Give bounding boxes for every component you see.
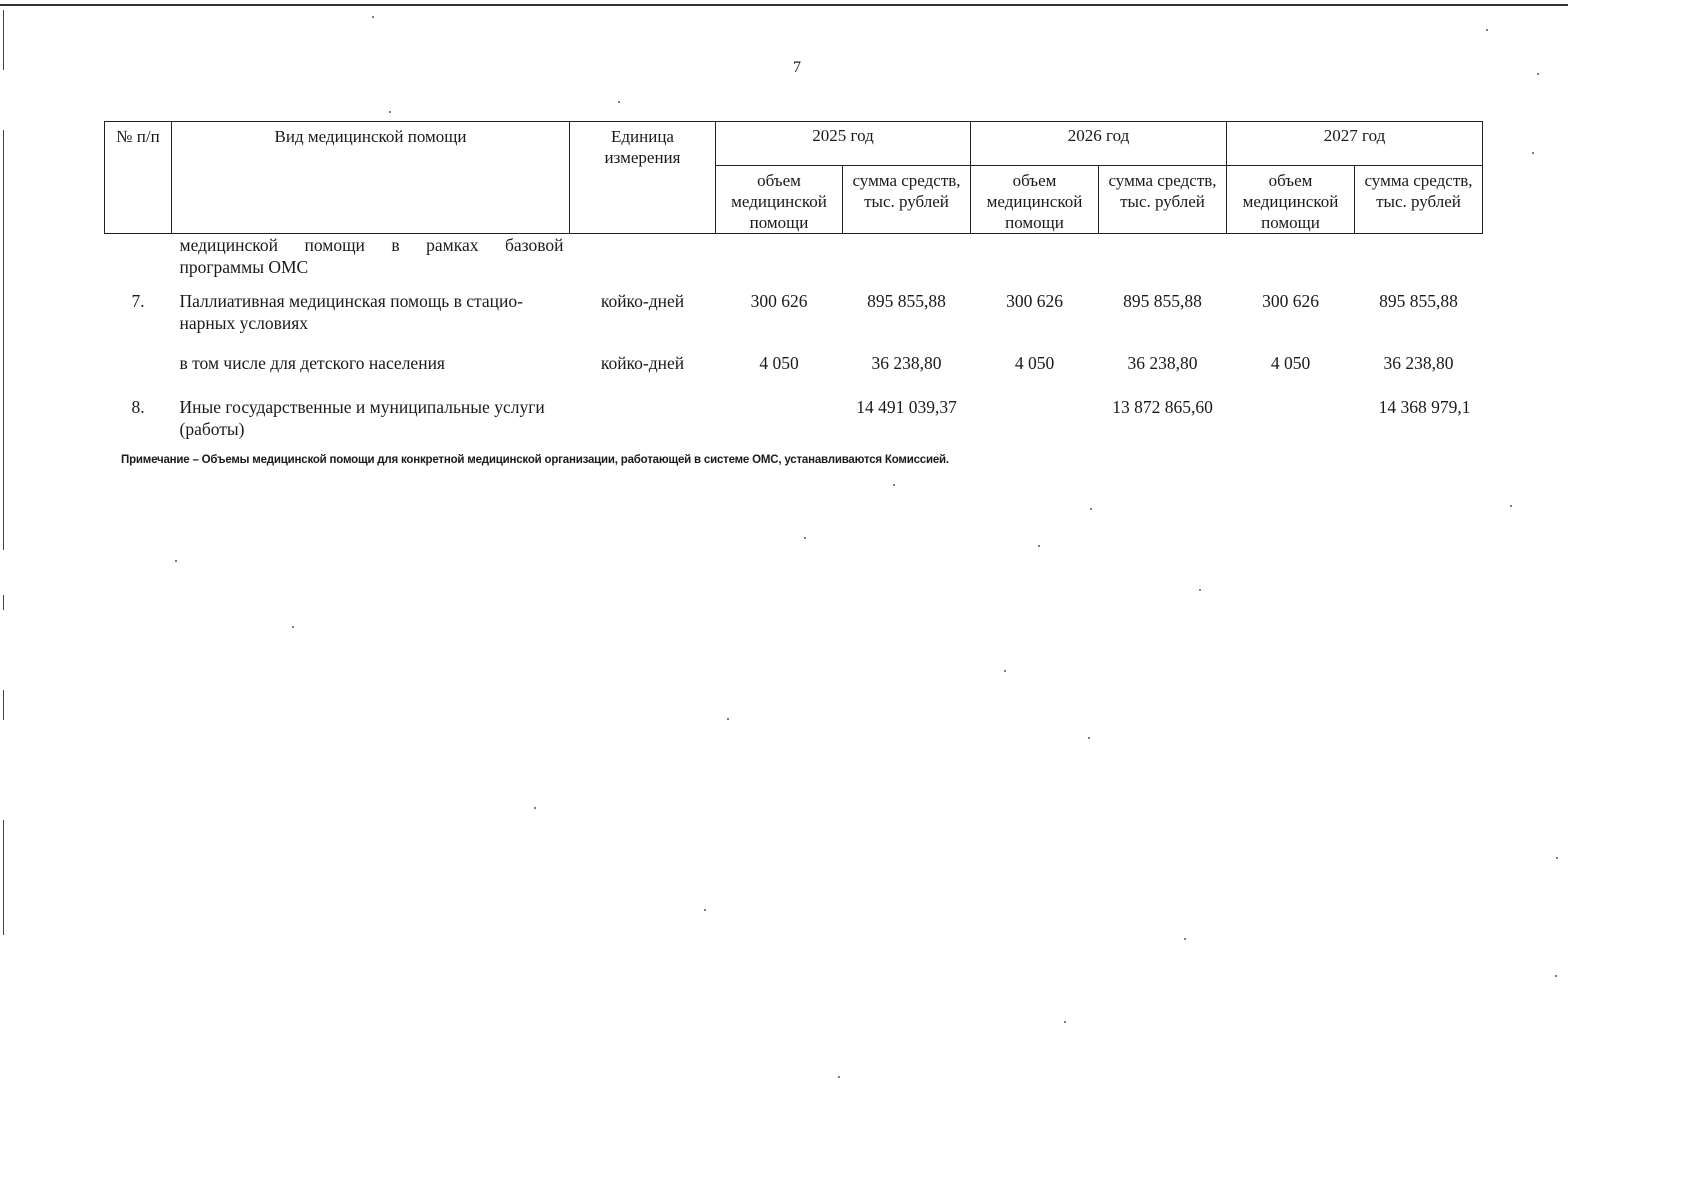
scan-speck <box>1088 737 1090 739</box>
page-top-rule <box>0 4 1568 6</box>
scan-speck <box>1064 1021 1066 1023</box>
row-sum-2026: 13 872 865,60 <box>1112 397 1213 417</box>
scan-speck <box>389 111 391 113</box>
scan-edge-mark <box>3 595 4 610</box>
scan-speck <box>534 807 536 809</box>
row-num <box>105 352 172 396</box>
scan-speck <box>1555 975 1557 977</box>
header-year-2025: 2025 год <box>716 122 971 166</box>
scan-speck <box>1556 857 1558 859</box>
page-number: 7 <box>793 59 801 76</box>
scan-speck <box>838 1076 840 1078</box>
table-row <box>105 290 1483 352</box>
scan-speck <box>1038 545 1040 547</box>
scan-edge-mark <box>3 10 4 70</box>
row-sum-2026: 36 238,80 <box>1127 353 1198 373</box>
row-volume-2025: 300 626 <box>750 291 808 311</box>
row-unit: койко-дней <box>600 291 685 311</box>
header-sum-2027: сумма средств, тыс. рублей <box>1355 166 1483 234</box>
row-volume-2027: 4 050 <box>1270 353 1311 373</box>
row-sum-2027: 895 855,88 <box>1379 291 1458 311</box>
scan-edge-mark <box>3 130 4 550</box>
row-sum-2026: 895 855,88 <box>1123 291 1202 311</box>
row-num: 8. <box>131 397 145 417</box>
scan-speck <box>1090 508 1092 510</box>
header-volume-2026: объем медицинской помощи <box>971 166 1099 234</box>
row-care-type: медицинской помощи в рамках базовой программы ОМС <box>179 235 564 277</box>
scan-speck <box>1184 938 1186 940</box>
scan-speck <box>804 537 806 539</box>
scan-speck <box>1199 589 1201 591</box>
scan-speck <box>704 909 706 911</box>
row-num <box>105 234 172 291</box>
row-volume-2027 <box>1227 396 1355 440</box>
scan-speck <box>1537 73 1539 75</box>
row-care-type: в том числе для детского населения <box>179 353 445 373</box>
scan-speck <box>727 718 729 720</box>
scan-speck <box>372 16 374 18</box>
scan-speck <box>1510 505 1512 507</box>
scan-speck <box>893 484 895 486</box>
medical-care-table <box>104 121 1483 440</box>
scan-speck <box>1004 670 1006 672</box>
row-unit <box>570 396 716 440</box>
row-care-type: Иные государственные и муниципальные услуги (работы) <box>179 397 545 439</box>
scan-speck <box>1486 29 1488 31</box>
header-sum-2025: сумма средств, тыс. рублей <box>843 166 971 234</box>
scan-speck <box>618 101 620 103</box>
scan-speck <box>1532 152 1534 154</box>
row-unit: койко-дней <box>600 353 685 373</box>
row-sum-2025: 36 238,80 <box>871 353 942 373</box>
header-sum-2026: сумма средств, тыс. рублей <box>1099 166 1227 234</box>
table-row <box>105 352 1483 396</box>
scan-edge-mark <box>3 690 4 720</box>
table-row <box>105 234 1483 291</box>
scan-speck <box>292 626 294 628</box>
header-unit: Единица измерения <box>570 122 716 234</box>
row-sum-2025: 895 855,88 <box>867 291 946 311</box>
row-sum-2027: 36 238,80 <box>1383 353 1454 373</box>
header-volume-2025: объем медицинской помощи <box>716 166 843 234</box>
row-num: 7. <box>131 291 145 311</box>
row-care-type: Паллиативная медицинская помощь в стацио-нарных условиях <box>179 291 523 333</box>
row-sum-2025: 14 491 039,37 <box>856 397 957 417</box>
header-volume-2027: объем медицинской помощи <box>1227 166 1355 234</box>
row-volume-2025 <box>716 396 843 440</box>
row-sum-2027: 14 368 979,1 <box>1378 397 1471 417</box>
scan-speck <box>175 560 177 562</box>
header-year-2027: 2027 год <box>1227 122 1483 166</box>
row-volume-2026: 4 050 <box>1014 353 1055 373</box>
header-num: № п/п <box>105 122 172 234</box>
row-volume-2026 <box>971 396 1099 440</box>
row-volume-2027: 300 626 <box>1262 291 1319 311</box>
scan-edge-mark <box>3 820 4 935</box>
row-volume-2026: 300 626 <box>1006 291 1063 311</box>
header-care-type: Вид медицинской помощи <box>172 122 570 234</box>
row-volume-2025: 4 050 <box>759 353 799 373</box>
table-row <box>105 396 1483 440</box>
header-year-2026: 2026 год <box>971 122 1227 166</box>
footnote: Примечание – Объемы медицинской помощи для конкретной медицинской организации, работающей в системе ОМС, устанавливаются Комиссией. <box>121 454 949 466</box>
